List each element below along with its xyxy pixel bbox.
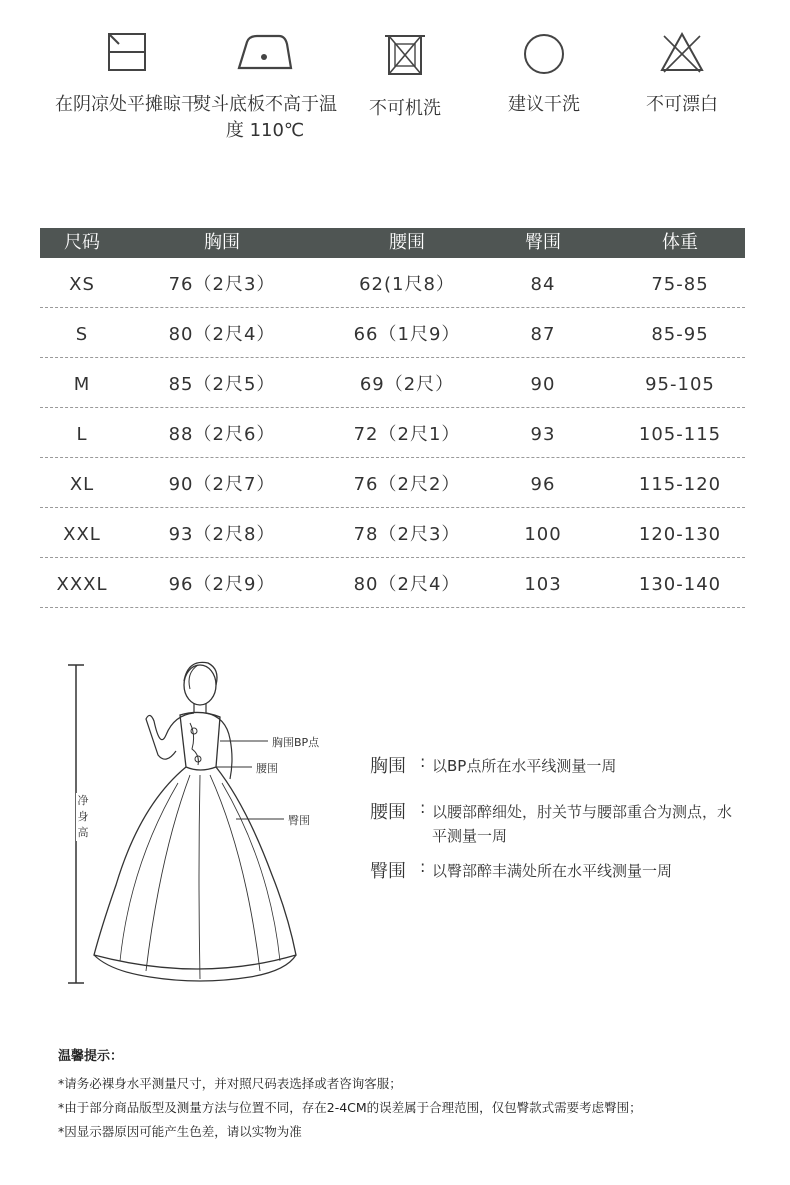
tips-title: 温馨提示： xyxy=(58,1049,124,1064)
cell-bust: 90（2尺7） xyxy=(168,474,276,495)
colon: : xyxy=(420,752,426,771)
cell-weight: 105-115 xyxy=(638,424,722,445)
cell-hip: 84 xyxy=(530,274,556,295)
measure-text: 以腰部醉细处，肘关节与腰部重合为测点，水平测量一周 xyxy=(432,803,733,845)
callout-bust: 胸围BP点 xyxy=(272,736,320,749)
measure-bust xyxy=(370,752,750,782)
cell-bust: 88（2尺6） xyxy=(168,424,276,445)
care-instructions xyxy=(0,30,790,170)
cell-size: XXXL xyxy=(56,574,108,595)
cell-weight: 85-95 xyxy=(651,324,709,345)
cell-hip: 87 xyxy=(530,324,556,345)
measure-waist xyxy=(370,798,750,852)
cell-bust: 96（2尺9） xyxy=(168,574,276,595)
cell-waist: 66（1尺9） xyxy=(353,324,461,345)
flat-dry-shade-icon xyxy=(105,30,149,74)
cell-waist: 76（2尺2） xyxy=(353,474,461,495)
header-bust: 胸围 xyxy=(204,232,240,253)
dry-clean-icon xyxy=(522,30,566,74)
care-label: 不可漂白 xyxy=(646,94,718,115)
measure-label: 胸围 xyxy=(370,756,406,777)
tips xyxy=(58,1045,758,1144)
cell-waist: 69（2尺） xyxy=(359,374,455,395)
height-label: 净身高 xyxy=(77,794,89,839)
care-item xyxy=(190,30,340,144)
tip-item: *因显示器原因可能产生色差，请以实物为准 xyxy=(58,1124,302,1139)
care-label: 不可机洗 xyxy=(369,98,441,119)
cell-waist: 72（2尺1） xyxy=(353,424,461,445)
header-weight: 体重 xyxy=(662,232,698,253)
cell-bust: 93（2尺8） xyxy=(168,524,276,545)
care-item xyxy=(330,30,480,122)
cell-weight: 130-140 xyxy=(638,574,722,595)
measure-text: 以臀部醉丰满处所在水平线测量一周 xyxy=(432,862,673,880)
cell-waist: 80（2尺4） xyxy=(353,574,461,595)
cell-bust: 80（2尺4） xyxy=(168,324,276,345)
colon: : xyxy=(420,798,426,817)
cell-hip: 90 xyxy=(530,374,556,395)
cell-size: M xyxy=(73,374,91,395)
cell-weight: 115-120 xyxy=(638,474,722,495)
callout-waist: 腰围 xyxy=(256,762,278,775)
table-row xyxy=(40,260,745,308)
table-row xyxy=(40,360,745,408)
table-row xyxy=(40,310,745,358)
cell-bust: 85（2尺5） xyxy=(168,374,276,395)
cell-size: L xyxy=(76,424,88,445)
cell-weight: 120-130 xyxy=(638,524,722,545)
cell-bust: 76（2尺3） xyxy=(168,274,276,295)
cell-size: XL xyxy=(69,474,95,495)
care-label: 在阴凉处平摊晾干 xyxy=(55,94,199,115)
gown-illustration xyxy=(50,655,350,990)
table-row xyxy=(40,410,745,458)
measure-label: 腰围 xyxy=(370,802,406,823)
measure-text: 以BP点所在水平线测量一周 xyxy=(432,757,617,775)
cell-weight: 95-105 xyxy=(645,374,715,395)
colon: : xyxy=(420,857,426,876)
cell-hip: 93 xyxy=(530,424,556,445)
header-waist: 腰围 xyxy=(389,232,425,253)
care-label: 熨斗底板不高于温度 110℃ xyxy=(193,94,337,141)
care-item xyxy=(52,30,202,118)
measure-hip xyxy=(370,857,750,887)
table-header xyxy=(40,228,745,258)
callout-hip: 臀围 xyxy=(288,814,310,827)
tip-item: *由于部分商品版型及测量方法与位置不同，存在2-4CM的误差属于合理范围，仅包臀款式需要考虑臀围； xyxy=(58,1100,642,1115)
header-size: 尺码 xyxy=(64,232,100,253)
care-label: 建议干洗 xyxy=(508,94,580,115)
table-row xyxy=(40,510,745,558)
cell-weight: 75-85 xyxy=(651,274,709,295)
care-item xyxy=(469,30,619,118)
cell-waist: 62(1尺8） xyxy=(359,274,455,295)
cell-size: XXL xyxy=(63,524,101,545)
cell-hip: 103 xyxy=(524,574,562,595)
table-row xyxy=(40,460,745,508)
header-hip: 臀围 xyxy=(525,232,561,253)
cell-size: S xyxy=(75,324,89,345)
no-machine-wash-icon xyxy=(383,30,427,78)
measure-label: 臀围 xyxy=(370,861,406,882)
no-bleach-icon xyxy=(658,30,706,74)
iron-low-temp-icon xyxy=(233,30,297,74)
table-row xyxy=(40,560,745,608)
size-table xyxy=(40,228,745,608)
tip-item: *请务必裸身水平测量尺寸，并对照尺码表选择或者咨询客服； xyxy=(58,1076,402,1091)
cell-hip: 96 xyxy=(530,474,556,495)
cell-hip: 100 xyxy=(524,524,562,545)
cell-waist: 78（2尺3） xyxy=(353,524,461,545)
care-item xyxy=(607,30,757,118)
cell-size: XS xyxy=(69,274,95,295)
